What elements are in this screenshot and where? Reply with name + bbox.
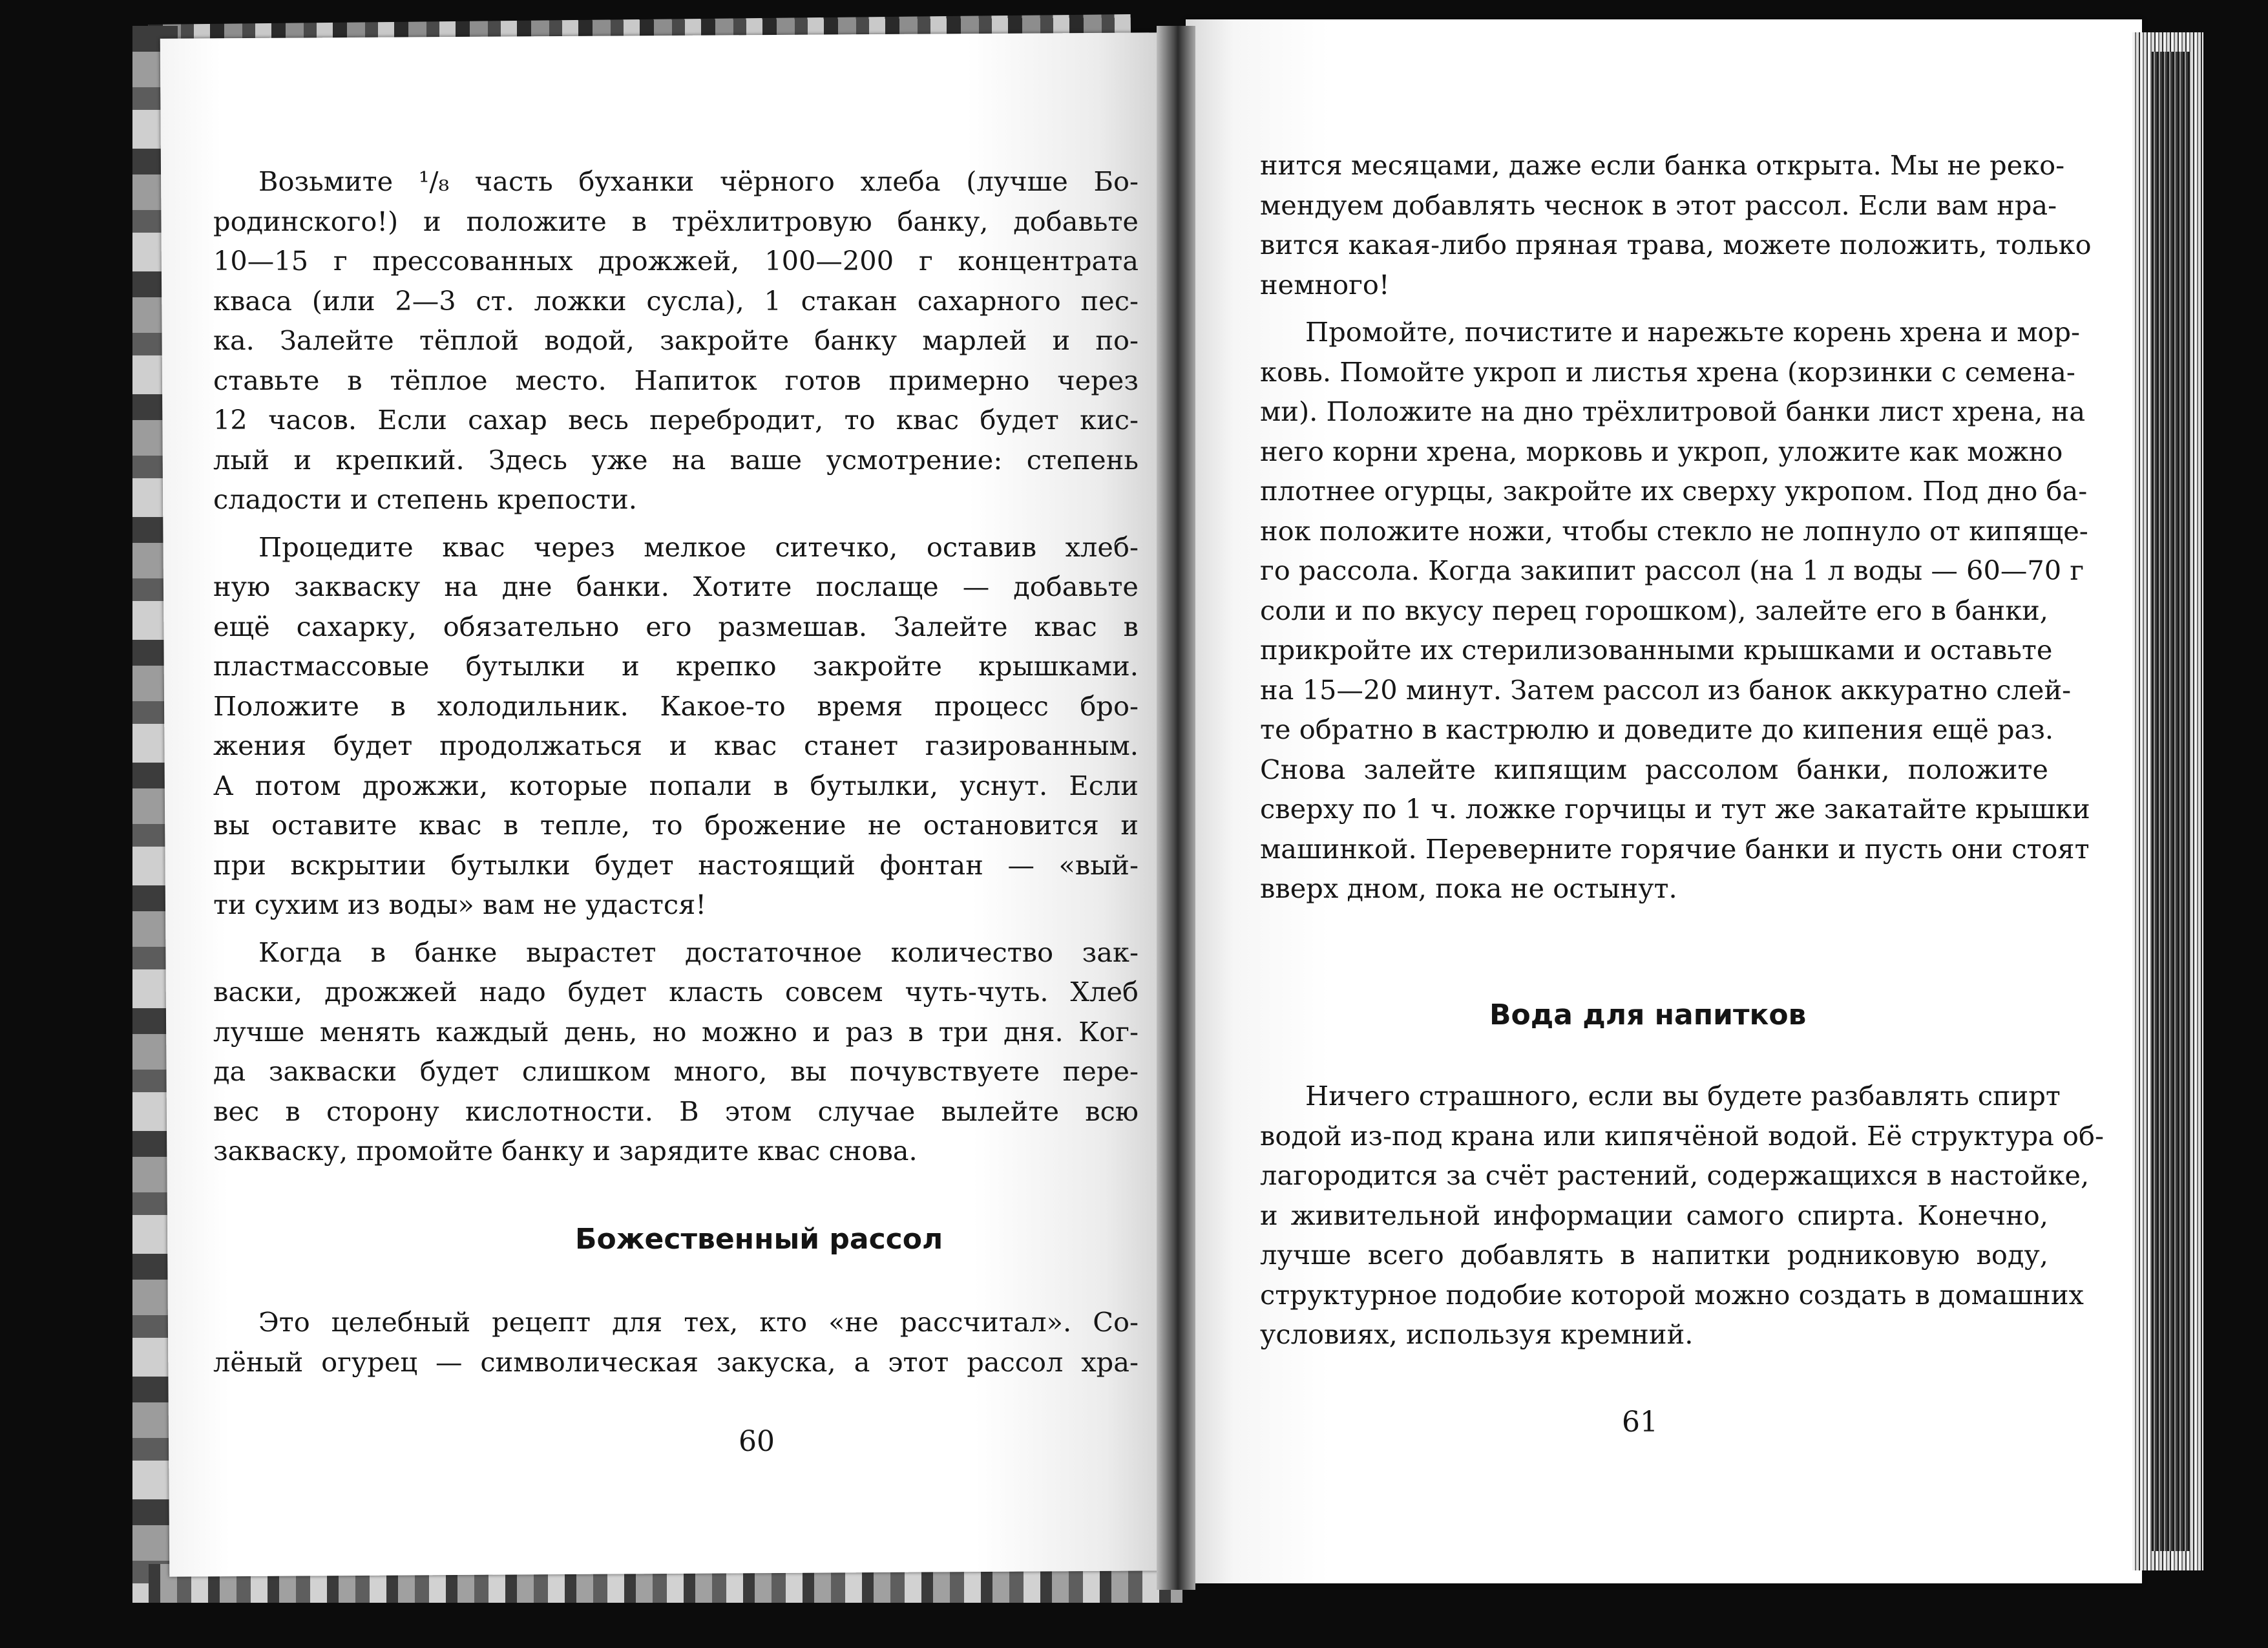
text-line: водой из-под крана или кипячёной водой. Её структура об- <box>1260 1119 2105 1152</box>
book-gutter <box>1157 26 1195 1590</box>
text-line: Промойте, почистите и нарежьте корень хрена и мор- <box>1305 316 2081 348</box>
text-line: ковь. Помойте укроп и листья хрена (корзинки с семена- <box>1260 355 2075 388</box>
text-line: Положите в холодильник. Какое-то время процесс бро- <box>213 690 1139 722</box>
section-heading-water: Вода для напитков <box>1489 998 1807 1031</box>
text-line: ти сухим из воды» вам не удастся! <box>213 889 707 920</box>
text-line: вес в сторону кислотности. В этом случае вылейте всю <box>213 1095 1139 1127</box>
text-line: Когда в банке вырастет достаточное количество зак- <box>258 936 1139 968</box>
text-line: и живительной информации самого спирта. Конечно, <box>1260 1199 2048 1231</box>
text-line: нится месяцами, даже если банка открыта. Мы не реко- <box>1260 149 2065 181</box>
text-line: Ничего страшного, если вы будете разбавлять спирт <box>1305 1080 2061 1112</box>
text-line: кваса (или 2—3 ст. ложки сусла), 1 стакан сахарного пес- <box>213 284 1139 317</box>
text-line: 10—15 г прессованных дрожжей, 100—200 г концентрата <box>213 245 1139 277</box>
text-line: ставьте в тёплое место. Напиток готов примерно через <box>213 364 1139 396</box>
text-line: ещё сахарку, обязательно его размешав. Залейте квас в <box>213 610 1139 642</box>
left-page-body <box>213 162 1139 1171</box>
text-line: плотнее огурцы, закройте их сверху укропом. Под дно ба- <box>1260 475 2088 507</box>
text-line: вы оставите квас в тепле, то брожение не остановится и <box>213 809 1139 841</box>
page-stack-shadow <box>2152 52 2190 1551</box>
text-line: да закваски будет слишком много, вы почувствуете пере- <box>213 1055 1139 1087</box>
text-line: структурное подобие которой можно создать в домашних <box>1260 1278 2084 1311</box>
text-line: родинского!) и положите в трёхлитровую банку, добавьте <box>213 205 1139 237</box>
text-line: сверху по 1 ч. ложке горчицы и тут же закатайте крышки <box>1260 793 2090 825</box>
text-line: Это целебный рецепт для тех, кто «не рассчитал». Со- <box>258 1306 1139 1338</box>
right-page-body <box>1260 145 2092 909</box>
text-line: вверх дном, пока не остынут. <box>1260 872 1677 904</box>
text-line: ми). Положите на дно трёхлитровой банки лист хрена, на <box>1260 396 2086 427</box>
text-line: условиях, используя кремний. <box>1260 1318 1694 1350</box>
left-page-body-continued <box>213 1302 1139 1382</box>
text-line: соли и по вкусу перец горошком), залейте его в банки, <box>1260 594 2048 626</box>
text-line: ную закваску на дне банки. Хотите послаще — добавьте <box>213 571 1139 602</box>
page-number-right: 61 <box>1622 1406 1658 1439</box>
text-line: лый и крепкий. Здесь уже на ваше усмотрение: степень <box>213 443 1139 476</box>
text-line: сладости и степень крепости. <box>213 483 637 515</box>
text-line: Процедите квас через мелкое ситечко, оставив хлеб- <box>258 531 1139 563</box>
text-line: машинкой. Переверните горячие банки и пусть они стоят <box>1260 832 2090 865</box>
text-line: Возьмите ¹/₈ часть буханки чёрного хлеба (лучше Бо- <box>258 165 1139 197</box>
text-line: А потом дрожжи, которые попали в бутылки, уснут. Если <box>213 769 1139 801</box>
text-line: на 15—20 минут. Затем рассол из банок аккуратно слей- <box>1260 673 2072 706</box>
page-number-left: 60 <box>739 1425 775 1458</box>
text-line: закваску, промойте банку и зарядите квас снова. <box>213 1135 918 1167</box>
text-line: нок положите ножи, чтобы стекло не лопнуло от кипяще- <box>1260 514 2088 547</box>
text-line: вится какая-либо пряная трава, можете положить, только <box>1260 229 2092 260</box>
text-line: мендуем добавлять чеснок в этот рассол. Если вам нра- <box>1260 189 2057 221</box>
text-line: лучше менять каждый день, но можно и раз в три дня. Ког- <box>213 1015 1139 1048</box>
text-line: жения будет продолжаться и квас станет газированным. <box>213 730 1139 761</box>
text-line: васки, дрожжей надо будет класть совсем чуть-чуть. Хлеб <box>213 976 1139 1008</box>
text-line: при вскрытии бутылки будет настоящий фонтан — «вый- <box>213 849 1139 881</box>
text-line: лагородится за счёт растений, содержащихся в настойке, <box>1260 1159 2090 1191</box>
text-line: ка. Залейте тёплой водой, закройте банку марлей и по- <box>213 324 1139 356</box>
right-page-body-continued <box>1260 1076 2105 1355</box>
text-line: го рассола. Когда закипит рассол (на 1 л воды — 60—70 г <box>1260 555 2084 586</box>
text-line: 12 часов. Если сахар весь перебродит, то квас будет кис- <box>213 404 1139 436</box>
text-line: него корни хрена, морковь и укроп, уложите как можно <box>1260 435 2063 467</box>
text-line: лёный огурец — символическая закуска, а этот рассол хра- <box>213 1346 1139 1378</box>
text-line: прикройте их стерилизованными крышками и оставьте <box>1260 634 2053 666</box>
section-heading-brine: Божественный рассол <box>575 1223 943 1256</box>
text-line: Снова залейте кипящим рассолом банки, положите <box>1260 753 2048 785</box>
text-line: пластмассовые бутылки и крепко закройте крышками. <box>213 650 1139 682</box>
text-line: те обратно в кастрюлю и доведите до кипения ещё раз. <box>1260 713 2054 745</box>
text-line: лучше всего добавлять в напитки родниковую воду, <box>1260 1239 2048 1271</box>
text-line: немного! <box>1260 268 1390 301</box>
